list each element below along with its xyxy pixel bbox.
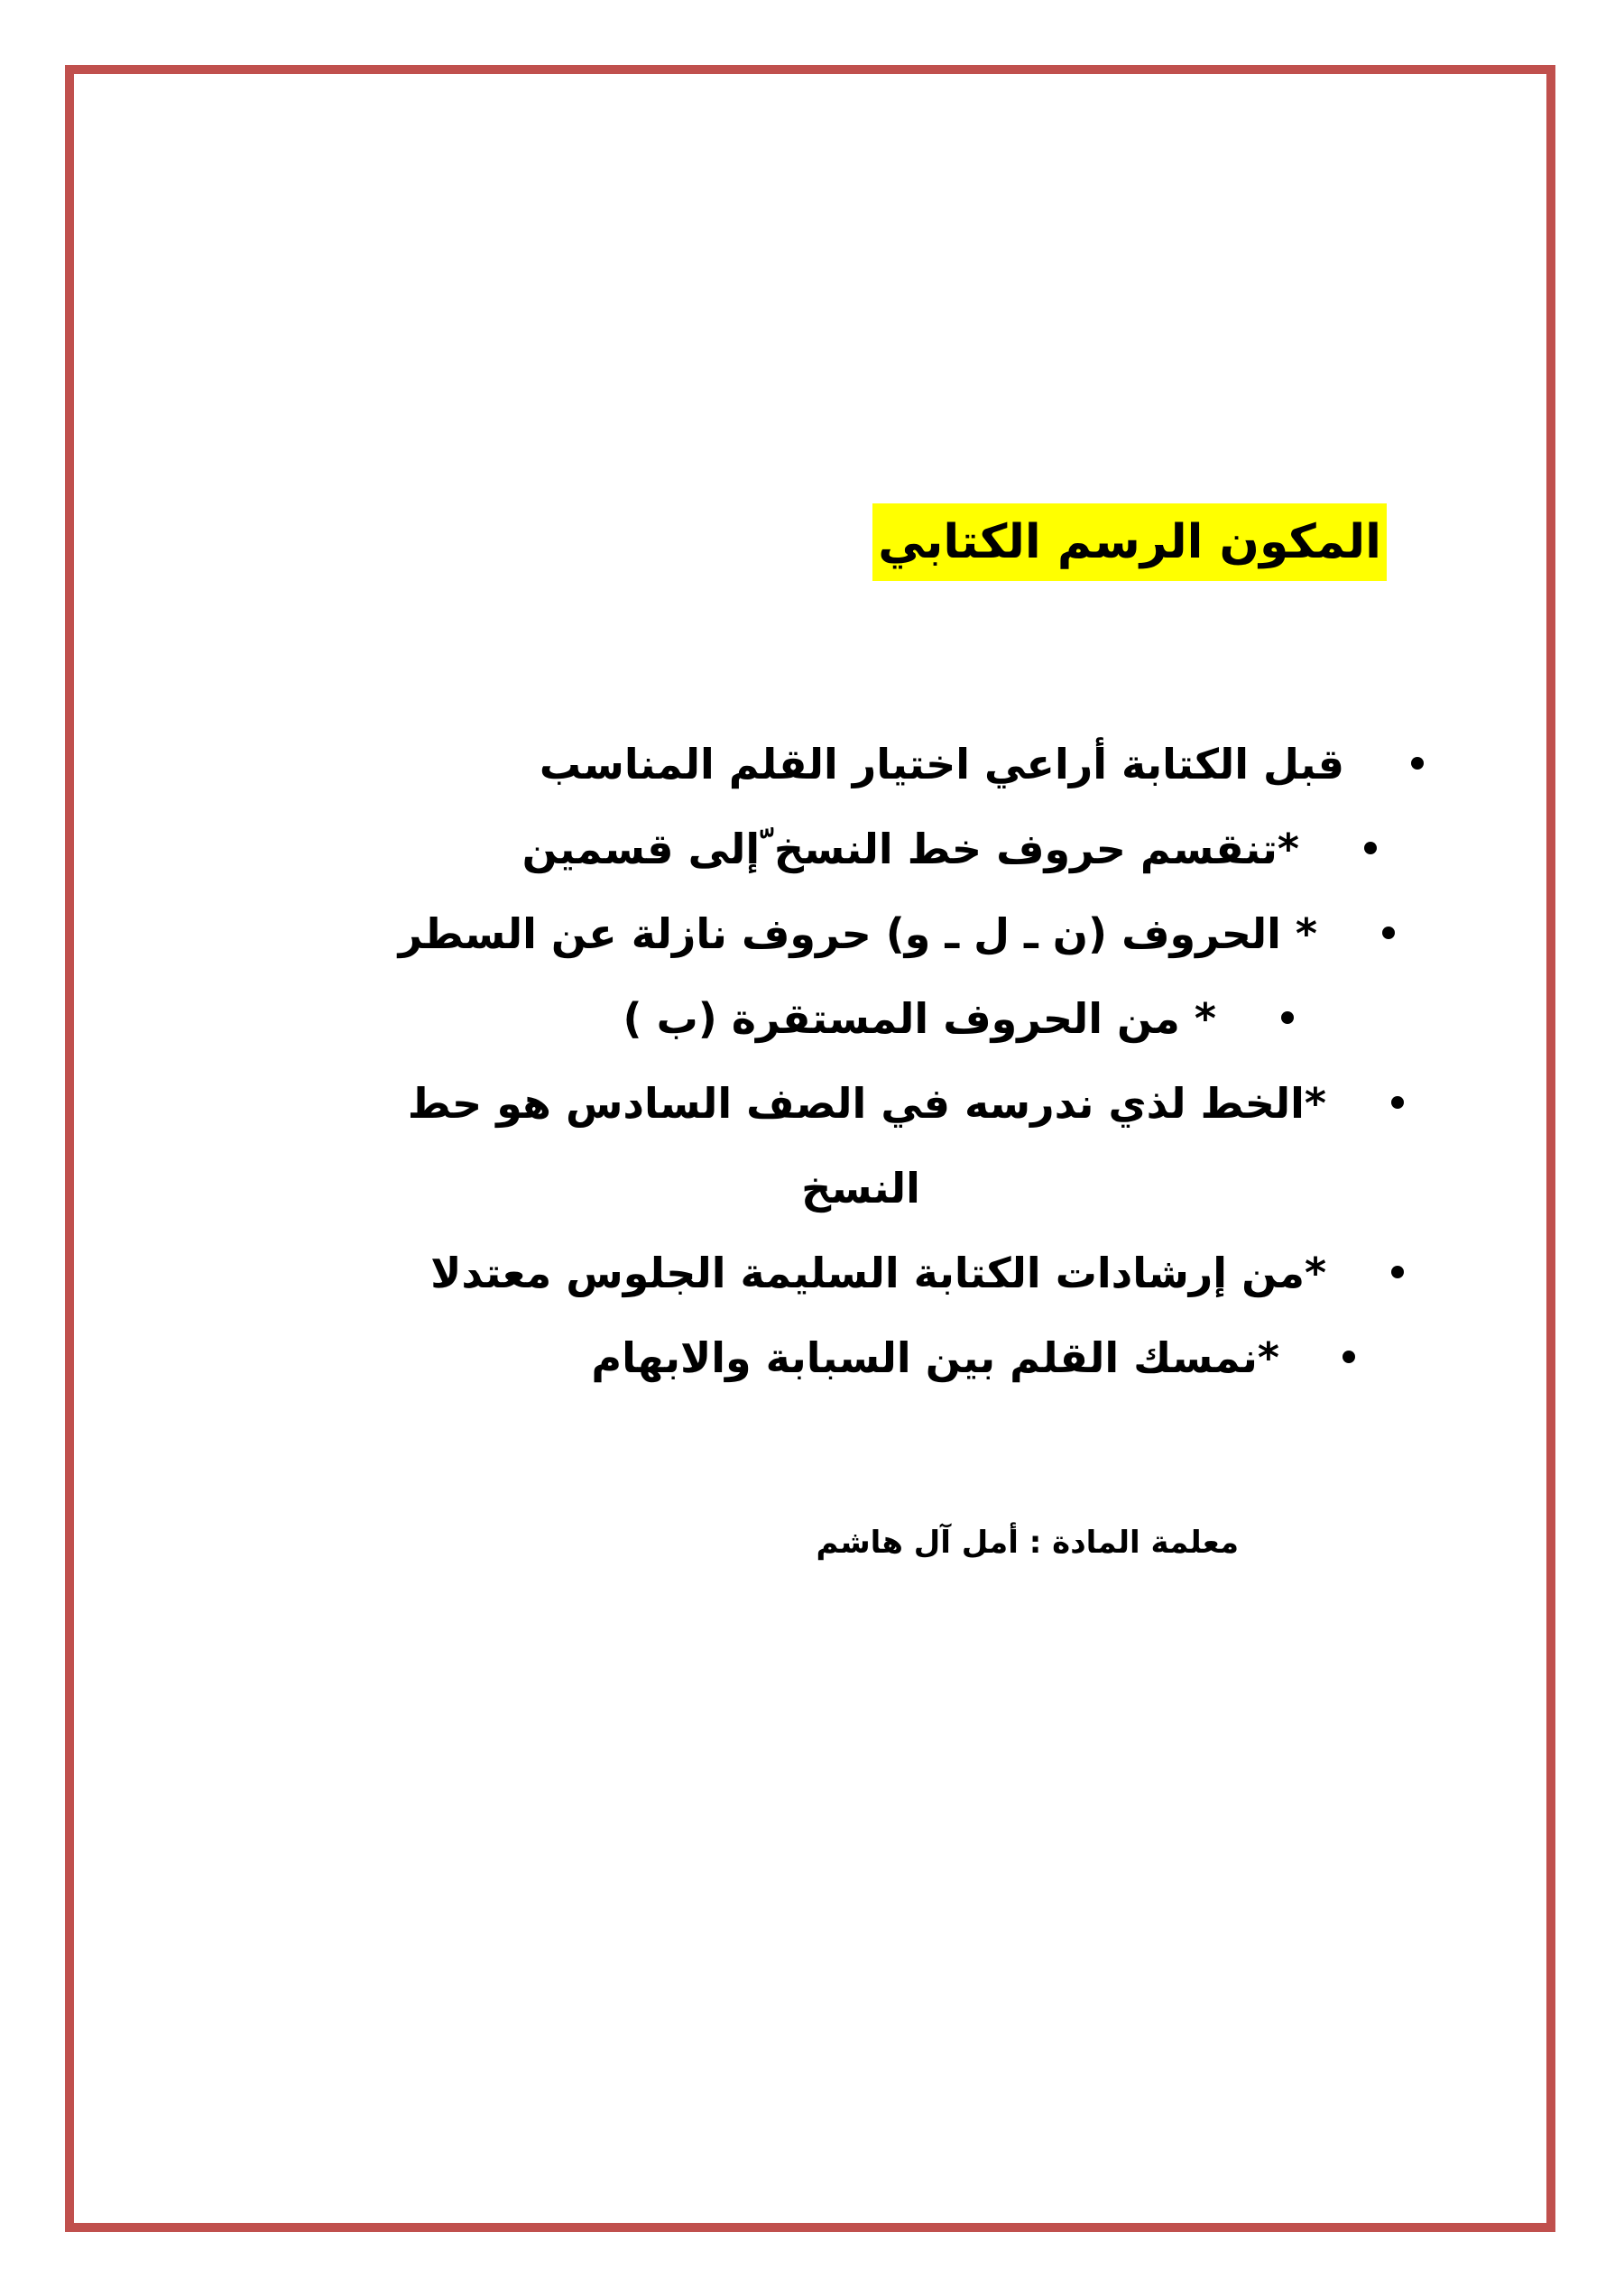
bullet-dot-icon [1364,842,1377,854]
bullet-text: قبل الكتابة أراعي اختيار القلم المناسب [539,740,1344,788]
list-item [215,1061,1424,1231]
bullet-text: * من الحروف المستقرة (ب ) [623,994,1216,1043]
bullet-text: * الحروف (ن ـ ل ـ و) حروف نازلة عن السطر [398,909,1317,958]
bullet-text: *نمسك القلم بين السبابة والابهام [591,1333,1279,1382]
page-title: المكون الرسم الكتابي [872,503,1387,581]
bullet-continuation-text: النسخ [801,1164,920,1213]
list-item [215,891,1424,976]
list-item [215,722,1424,807]
list-item [215,1315,1424,1400]
title-container [872,503,1387,581]
list-item [215,976,1424,1061]
list-item [215,807,1424,891]
bullet-text: *تنقسم حروف خط النسخ ّإلى قسمين [521,825,1299,873]
bullet-text: *الخط لذي ندرسه في الصف السادس هو حط [407,1079,1326,1128]
teacher-signature: معلمة المادة : أمل آل هاشم [816,1525,1239,1561]
bullet-list [215,722,1424,1400]
bullet-dot-icon [1382,927,1395,939]
bullet-dot-icon [1391,1266,1404,1278]
bullet-dot-icon [1391,1096,1404,1109]
bullet-text: *من إرشادات الكتابة السليمة الجلوس معتدلا [430,1249,1326,1297]
bullet-dot-icon [1343,1351,1355,1363]
bullet-dot-icon [1411,757,1424,770]
bullet-dot-icon [1281,1011,1294,1024]
list-item [215,1231,1424,1315]
